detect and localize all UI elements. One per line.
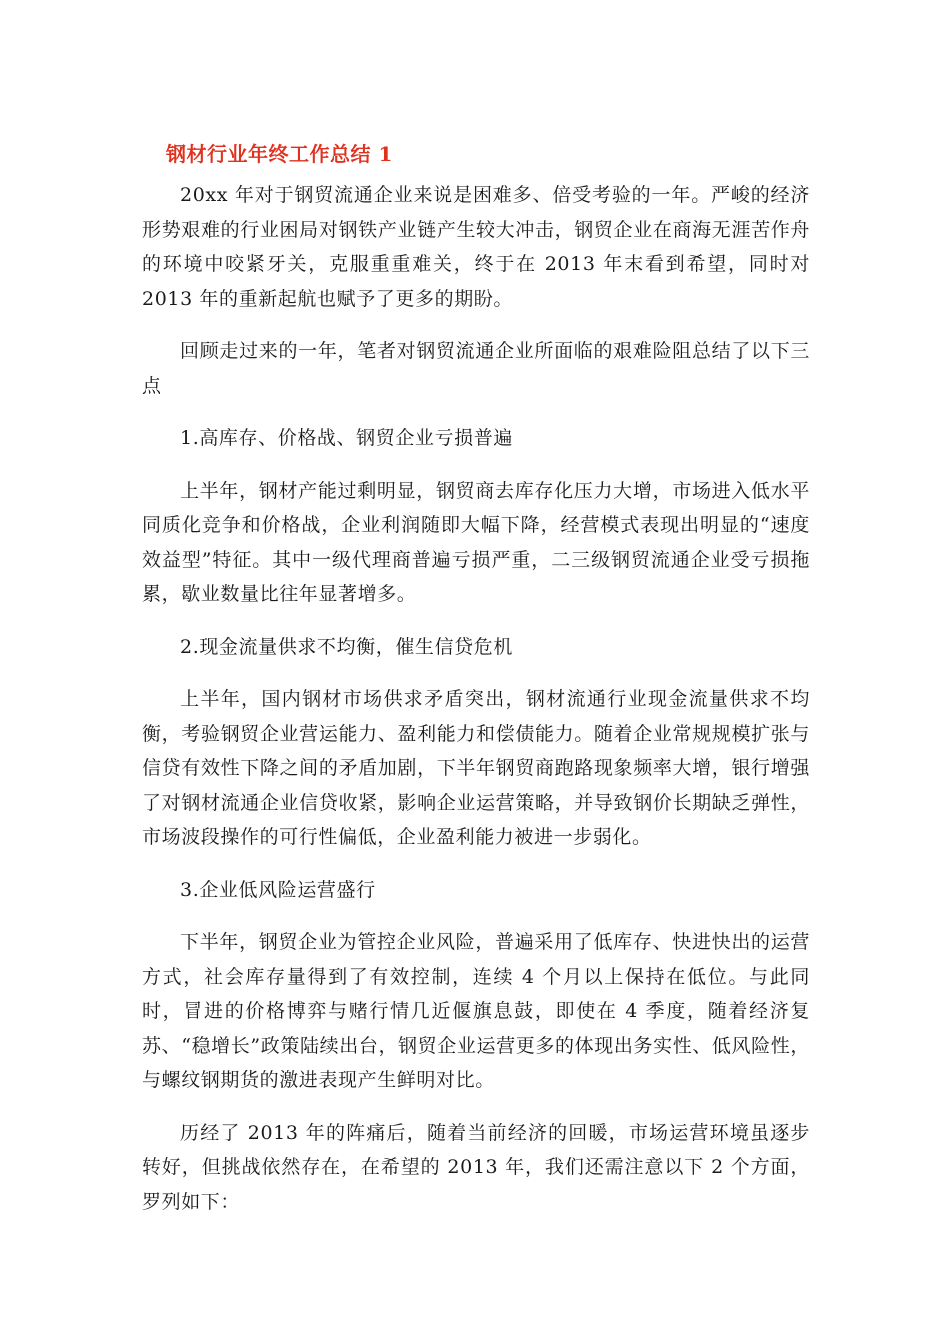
paragraph-point-3: 下半年，钢贸企业为管控企业风险，普遍采用了低库存、快进快出的运营方式，社会库存量得到了有效控制，连续 4 个月以上保持在低位。与此同时，冒进的价格博弈与赌行情几近偃旗息鼓，即使在 4 季度，随着经济复苏、“稳增长”政策陆续出台，钢贸企业运营更多的体现出务实性、低风险性，与螺纹钢期货的激进表现产生鲜明对比。 <box>142 931 810 1091</box>
spacer <box>142 612 810 630</box>
paragraph-point-2: 上半年，国内钢材市场供求矛盾突出，钢材流通行业现金流量供求不均衡，考验钢贸企业营运能力、盈利能力和偿债能力。随着企业常规规模扩张与信贷有效性下降之间的矛盾加剧，下半年钢贸商跑路现象频率大增，银行增强了对钢材流通企业信贷收紧，影响企业运营策略，并导致钢价长期缺乏弹性，市场波段操作的可行性偏低，企业盈利能力被进一步弱化。 <box>142 688 810 848</box>
spacer <box>142 168 810 178</box>
paragraph-intro: 20xx 年对于钢贸流通企业来说是困难多、倍受考验的一年。严峻的经济形势艰难的行业困局对钢铁产业链产生较大冲击，钢贸企业在商海无涯苦作舟的环境中咬紧牙关，克服重重难关，终于在 2013 年末看到希望，同时对 2013 年的重新起航也赋予了更多的期盼。 <box>142 184 810 310</box>
paragraph-point-1: 上半年，钢材产能过剩明显，钢贸商去库存化压力大增，市场进入低水平同质化竞争和价格战，企业利润随即大幅下降，经营模式表现出明显的“速度效益型”特征。其中一级代理商普遍亏损严重，二三级钢贸流通企业受亏损拖累，歇业数量比往年显著增多。 <box>142 479 810 605</box>
heading-point-1: 1.高库存、价格战、钢贸企业亏损普遍 <box>180 427 513 449</box>
spacer <box>142 1098 810 1116</box>
heading-point-2: 2.现金流量供求不均衡，催生信贷危机 <box>180 635 513 658</box>
spacer <box>142 855 810 873</box>
spacer <box>142 456 810 474</box>
spacer <box>142 907 810 925</box>
spacer <box>142 664 810 682</box>
document-title: 钢材行业年终工作总结 1 <box>166 142 393 166</box>
document-body <box>142 140 810 1219</box>
paragraph-outlook: 历经了 2013 年的阵痛后，随着当前经济的回暖，市场运营环境虽逐步转好，但挑战依然存在，在希望的 2013 年，我们还需注意以下 2 个方面，罗列如下： <box>142 1121 810 1213</box>
heading-point-3: 3.企业低风险运营盛行 <box>180 878 376 901</box>
paragraph-review: 回顾走过来的一年，笔者对钢贸流通企业所面临的艰难险阻总结了以下三点 <box>142 340 810 397</box>
spacer <box>142 403 810 421</box>
spacer <box>142 316 810 334</box>
